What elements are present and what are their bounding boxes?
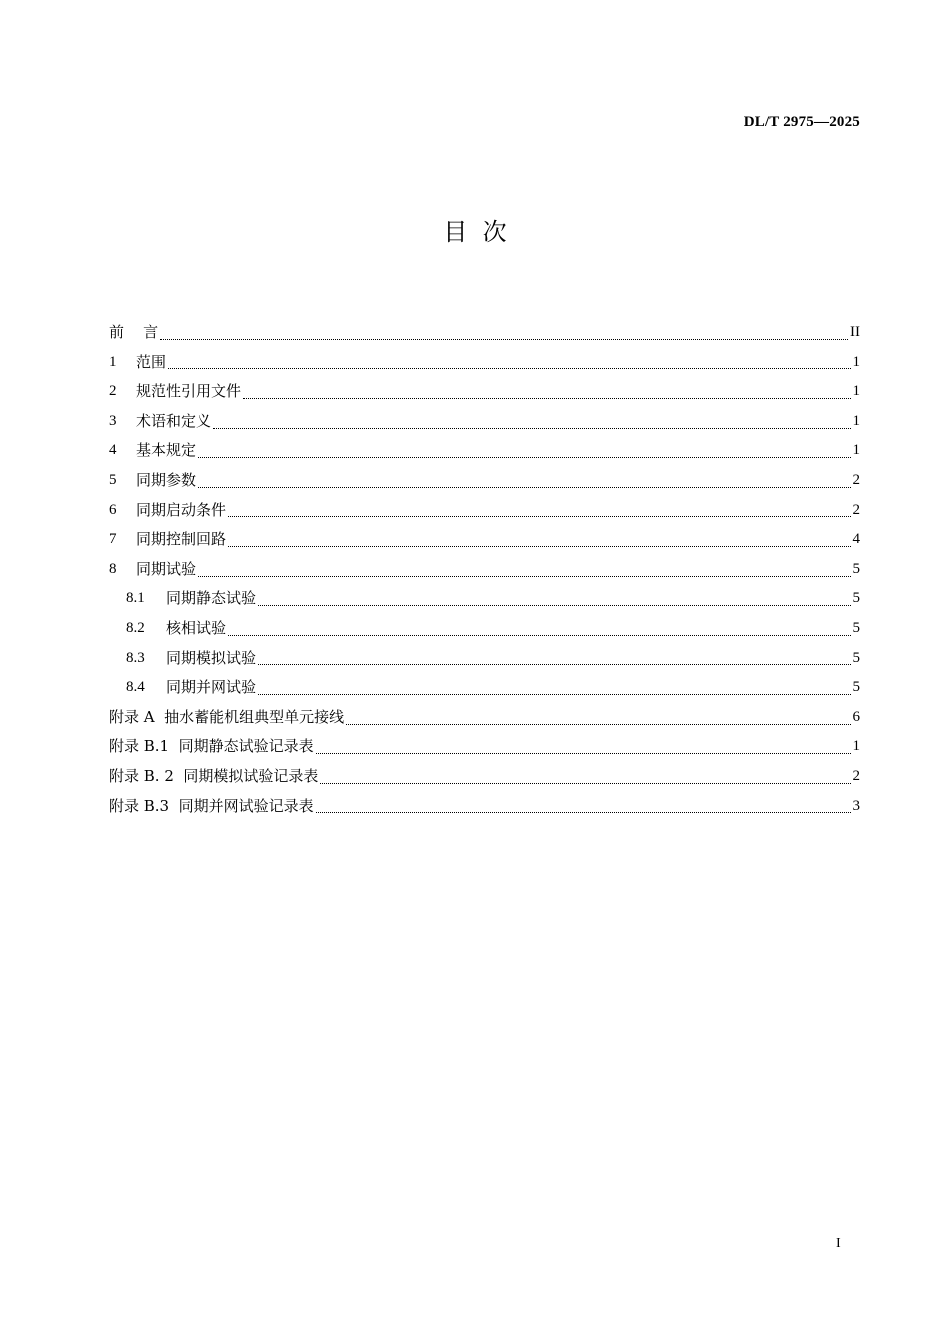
toc-entry-label: 基本规定 (136, 441, 197, 460)
toc-leader-dots (160, 338, 848, 340)
toc-leader-dots (258, 693, 850, 695)
toc-entry[interactable] (109, 348, 860, 378)
document-code: DL/T 2975—2025 (743, 114, 860, 130)
toc-entry-label: 同期控制回路 (136, 530, 227, 549)
toc-leader-dots (316, 752, 851, 754)
toc-entry-label: 附录 B.1 同期静态试验记录表 (109, 737, 314, 756)
toc-entry-label: 术语和定义 (136, 411, 212, 430)
toc-entry[interactable] (109, 673, 860, 703)
toc-entry-label: 附录 B.3 同期并网试验记录表 (109, 796, 314, 815)
toc-leader-dots (198, 575, 850, 577)
toc-entry-page: 1 (852, 383, 860, 400)
toc-leader-dots (198, 456, 850, 458)
toc-entry-number: 1 (109, 353, 117, 370)
toc-entry-page: 2 (852, 501, 860, 518)
toc-entry[interactable] (109, 496, 860, 526)
toc-entry-label: 规范性引用文件 (136, 382, 242, 401)
toc-entry[interactable] (109, 792, 860, 822)
toc-entry-number: 8.3 (126, 649, 145, 666)
toc-entry-number: 2 (109, 383, 117, 400)
toc-entry-label: 范围 (136, 352, 167, 371)
toc-entry-page: 5 (852, 590, 860, 607)
toc-entry-number: 7 (109, 531, 117, 548)
toc-entry-label: 同期静态试验 (166, 589, 257, 608)
page-title: 目 次 (443, 218, 507, 246)
toc-entry-label: 前 言 (109, 323, 159, 341)
toc-entry-label: 同期启动条件 (136, 500, 227, 519)
toc-entry[interactable] (109, 466, 860, 496)
toc-entry[interactable] (109, 407, 860, 437)
toc-entry-page: 1 (852, 353, 860, 370)
toc-entry-number: 4 (109, 442, 117, 459)
toc-entry-number: 5 (109, 471, 117, 488)
toc-entry[interactable] (109, 644, 860, 674)
toc-entry-number: 8.1 (126, 590, 145, 607)
toc-leader-dots (228, 515, 850, 517)
toc-entry-number: 3 (109, 412, 117, 429)
toc-entry-page: 1 (852, 412, 860, 429)
toc-entry[interactable] (109, 525, 860, 555)
toc-entry[interactable] (109, 318, 860, 348)
toc-leader-dots (228, 634, 850, 636)
toc-entry[interactable] (109, 584, 860, 614)
toc-leader-dots (258, 663, 850, 665)
toc-entry-label: 同期试验 (136, 559, 197, 578)
footer-page-number: I (836, 1236, 841, 1251)
toc-entry-number: 8.2 (126, 619, 145, 636)
toc-entry-number: 8 (109, 560, 117, 577)
toc-leader-dots (228, 545, 850, 547)
toc-entry-page: 5 (852, 649, 860, 666)
toc-leader-dots (168, 367, 850, 369)
toc-entry[interactable] (109, 703, 860, 733)
toc-leader-dots (316, 811, 851, 813)
toc-entry-page: 4 (852, 531, 860, 548)
toc-leader-dots (198, 486, 850, 488)
toc-entry-page: 2 (852, 767, 860, 784)
toc-leader-dots (213, 427, 850, 429)
toc-entry-label: 附录 A 抽水蓄能机组典型单元接线 (109, 707, 345, 726)
toc-entry-page: 1 (852, 442, 860, 459)
toc-entry-page: 3 (852, 797, 860, 814)
toc-entry-number: 6 (109, 501, 117, 518)
table-of-contents (109, 318, 860, 821)
toc-entry[interactable] (109, 436, 860, 466)
toc-entry[interactable] (109, 762, 860, 792)
toc-entry[interactable] (109, 555, 860, 585)
toc-entry-label: 同期并网试验 (166, 678, 257, 697)
toc-entry[interactable] (109, 732, 860, 762)
toc-entry-page: 1 (852, 738, 860, 755)
toc-entry-label: 附录 B. 2 同期模拟试验记录表 (109, 766, 319, 785)
toc-entry-page: II (850, 324, 860, 340)
toc-leader-dots (346, 723, 850, 725)
toc-entry-number: 8.4 (126, 679, 145, 696)
toc-entry-page: 2 (852, 471, 860, 488)
toc-entry-page: 6 (852, 708, 860, 725)
toc-entry-label: 核相试验 (166, 618, 227, 637)
toc-leader-dots (320, 782, 850, 784)
toc-entry[interactable] (109, 377, 860, 407)
toc-entry-page: 5 (852, 560, 860, 577)
toc-entry-page: 5 (852, 679, 860, 696)
toc-entry-label: 同期参数 (136, 470, 197, 489)
toc-leader-dots (243, 397, 850, 399)
toc-leader-dots (258, 604, 850, 606)
toc-entry-page: 5 (852, 619, 860, 636)
toc-entry[interactable] (109, 614, 860, 644)
toc-entry-label: 同期模拟试验 (166, 648, 257, 667)
